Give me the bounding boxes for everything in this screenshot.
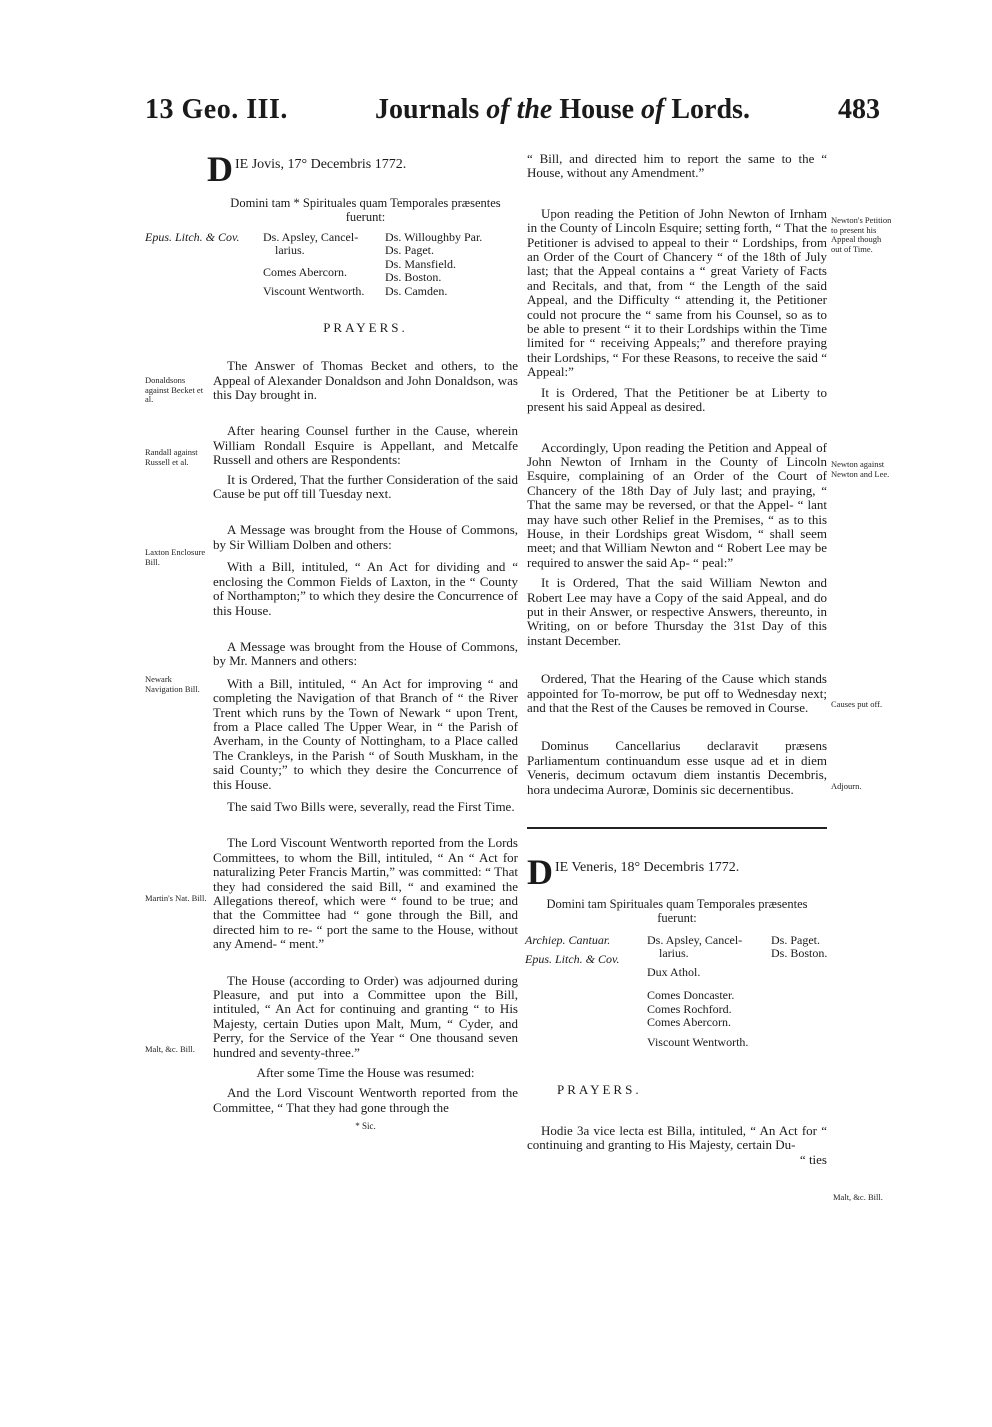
title-part-3: House	[552, 94, 642, 125]
margin-note-newton-against: Newton against Newton and Lee.	[831, 459, 890, 479]
para-adjourn: Dominus Cancellarius declaravit præsens Parliamentum continuandum esse usque ad et in diem Veneris, decimum octavum diem instantis Decembris, hora undecima Auroræ, Dominis sic decernentibus.	[527, 738, 827, 797]
title-part-2: of the	[486, 94, 553, 125]
margin-note-causes: Causes put off.	[831, 699, 883, 709]
margin-note-laxton: Laxton Enclosure Bill.	[145, 547, 206, 567]
margin-note-malt-right: Malt, &c. Bill.	[833, 1192, 883, 1202]
para-causes-put-off: Ordered, That the Hearing of the Cause which stands appointed for To-morrow, be put off to Wednesday next; and that the Rest of the Causes be removed in Course.	[527, 671, 827, 715]
lord-entry: Epus. Litch. & Cov.	[525, 952, 620, 967]
para-first-time: The said Two Bills were, severally, read the First Time.	[227, 798, 515, 814]
lord-entry: Ds. Boston.	[771, 946, 828, 961]
lord-entry: Ds. Apsley, Cancel-	[647, 932, 743, 947]
margin-note-martin: Martin's Nat. Bill.	[145, 893, 207, 903]
para-martin-report: The Lord Viscount Wentworth reported from the Lords Committees, to whom the Bill, intituled, “ An “ Act for naturalizing Peter Francis Martin,” was committed: “ That they had considered the said Bill, “ and examined the Allegations thereof, which were “ found to be true; and that the Committee had “ gone through the Bill, and directed him to re- “ port the same to the House, without any Amend- “ ment.”	[213, 835, 518, 952]
para-donaldson-answer: The Answer of Thomas Becket and others, to the Appeal of Alexander Donaldson and John Donaldson, was this Day brought in.	[213, 358, 518, 403]
lords-col-1	[145, 231, 263, 299]
title-part-5: Lords.	[664, 94, 750, 125]
domini-line-2-right: fuerunt:	[657, 911, 697, 926]
para-newton-appeal: Accordingly, Upon reading the Petition and Appeal of John Newton of Irnham in the County of Lincoln Esquire, complaining of an Order of the Court of Chancery of the 18th Day of July last; and praying, “ That the same may be reversed, or that the Appel- “ lant may have such other Relief in the Premises, “ as to this House, in their Lordships great Wisdom, “ shall seem meet; and that William Newton and “ Robert Lee may be required to answer the said Ap- “ peal:”	[527, 439, 827, 570]
para-hodie-malt: Hodie 3a vice lecta est Billa, intituled, “ An Act for “ continuing and granting to His Majesty, certain Du-	[527, 1122, 827, 1153]
lord-entry: Ds. Boston.	[385, 270, 442, 285]
lord-entry: Ds. Camden.	[385, 283, 448, 298]
domini-line-1-left: Domini tam * Spirituales quam Temporales præsentes	[230, 196, 501, 210]
para-newton-lee-ordered: It is Ordered, That the said William Newton and Robert Lee may have a Copy of the said Appeal, and do put in their Answer, or respective Answers, thereunto, in Writing, on or before Thursday the 31st Day of this instant December.	[527, 575, 827, 648]
para-petitioner-liberty: It is Ordered, That the Petitioner be at Liberty to present his said Appeal as desired.	[527, 384, 827, 415]
lord-entry: Ds. Willoughby Par.	[385, 229, 483, 244]
para-newark-bill: With a Bill, intituled, “ An Act for improving “ and completing the Navigation of that Branch of “ the River Trent which runs by the Town of Newark “ upon Trent, from a Place called The Upper Wear, in “ the Parish of Averham, in the County of Nottingham, to a Place called The Crankleys, in the Parish “ of South Muskham, in the said County;” to which they desire the Concurrence of this House.	[213, 675, 518, 792]
para-laxton-bill: With a Bill, intituled, “ An Act for dividing and “ enclosing the Common Fields of Laxton, in the “ County of Northampton;” to which they desire the Concurrence of this House.	[213, 559, 518, 618]
lords-col-2	[263, 231, 385, 299]
catchword: “ ties	[799, 1151, 827, 1167]
lord-entry: Viscount Wentworth.	[647, 1034, 749, 1049]
lord-entry: Comes Doncaster.	[647, 988, 735, 1003]
para-newton-petition: Upon reading the Petition of John Newton of Irnham in the County of Lincoln Esquire; setting forth, “ That the Petitioner is advised to appeal to their “ Lordships, from an Order of the Court of Chancery “ of the 18th of July last; that the Appeal contains a “ great Variety of Facts and Recitals, and that, from “ the Length of the said Appeal, and the Difficulty “ attending it, the Petitioner could not procure the “ same from his Counsel, so as to be able to present “ it to their Lordships within the Time limited for “ receiving Appeals;” and therefore praying their Lordships, “ For these Reasons, to receive the said “ Appeal:”	[527, 205, 827, 380]
right-column	[527, 152, 827, 1167]
margin-note-adjourn: Adjourn.	[831, 781, 862, 791]
page-number: 483	[838, 94, 880, 125]
domini-line-1-right: Domini tam Spirituales quam Temporales præsentes	[546, 897, 808, 912]
lord-entry: Epus. Litch. & Cov.	[145, 229, 240, 244]
lord-entry: Ds. Paget.	[385, 243, 434, 258]
domini-line-2-left: fuerunt:	[345, 210, 386, 225]
para-house-resumed: After some Time the House was resumed:	[256, 1065, 475, 1081]
session-label: 13 Geo. III.	[145, 94, 288, 125]
dropcap-right: D	[527, 852, 553, 893]
margin-note-donaldsons: Donaldsons against Becket et al.	[145, 375, 204, 404]
lords-col-2	[647, 934, 771, 1050]
lord-entry: Comes Abercorn.	[263, 264, 347, 279]
lord-entry: Archiep. Cantuar.	[525, 932, 611, 947]
margin-note-randall: Randall against Russell et al.	[145, 447, 198, 467]
die-heading-left	[207, 149, 518, 189]
die-heading-right	[527, 852, 827, 893]
running-header	[145, 92, 880, 132]
lord-entry: larius.	[659, 946, 689, 961]
para-rondall-ordered: It is Ordered, That the further Consideration of the said Cause be put off till Tuesday next.	[213, 471, 518, 502]
die-text-right: IE Veneris, 18° Decembris 1772.	[555, 860, 740, 876]
margin-note-newark: Newark Navigation Bill.	[145, 674, 200, 694]
margin-note-malt-left: Malt, &c. Bill.	[145, 1044, 195, 1054]
lord-entry: Comes Rochford.	[647, 1001, 732, 1016]
para-newark-message: A Message was brought from the House of Commons, by Mr. Manners and others:	[213, 638, 518, 669]
para-bill-directed: “ Bill, and directed him to report the same to the “ House, without any Amendment.”	[527, 151, 827, 181]
prayers-heading-left: PRAYERS.	[323, 319, 408, 335]
prayers-heading-right: PRAYERS.	[557, 1082, 642, 1098]
para-rondall-counsel: After hearing Counsel further in the Cause, wherein William Rondall Esquire is Appellant, and Metcalfe Russell and others are Respondents:	[213, 423, 518, 468]
lords-col-1	[525, 934, 647, 1050]
lords-col-3	[771, 934, 851, 1050]
para-malt-committee: The House (according to Order) was adjourned during Pleasure, and put into a Committee upon the Bill, intituled, “ An Act for continuing and granting “ to His Majesty, certain Duties upon Malt, Mum, “ Cyder, and Perry, for the Service of the Year “ One thousand seven hundred and seventy-three.”	[213, 972, 518, 1060]
para-laxton-message: A Message was brought from the House of Commons, by Sir William Dolben and others:	[213, 522, 518, 552]
lord-entry: Ds. Paget.	[771, 932, 820, 947]
journal-title	[375, 94, 750, 126]
title-part-4: of	[641, 94, 665, 125]
dropcap-left: D	[207, 149, 233, 189]
lord-entry: larius.	[275, 243, 305, 258]
lord-entry: Dux Athol.	[647, 964, 701, 979]
lord-entry: Ds. Mansfield.	[385, 256, 456, 271]
sic-footnote: * Sic.	[355, 1121, 376, 1132]
para-wentworth-report: And the Lord Viscount Wentworth reported from the Committee, “ That they had gone through the	[213, 1085, 518, 1115]
lord-entry: Ds. Apsley, Cancel-	[263, 229, 359, 244]
title-part-1: Journals	[375, 94, 487, 125]
lord-entry: Comes Abercorn.	[647, 1015, 731, 1030]
lord-entry: Viscount Wentworth.	[263, 284, 365, 299]
lords-present-left	[145, 231, 518, 299]
section-divider	[527, 827, 827, 829]
margin-note-newton-petition: Newton's Petition to present his Appeal though out of Time.	[831, 215, 892, 254]
lords-present-right	[525, 934, 827, 1050]
die-text-left: IE Jovis, 17° Decembris 1772.	[235, 157, 407, 172]
lords-col-3	[385, 231, 495, 299]
